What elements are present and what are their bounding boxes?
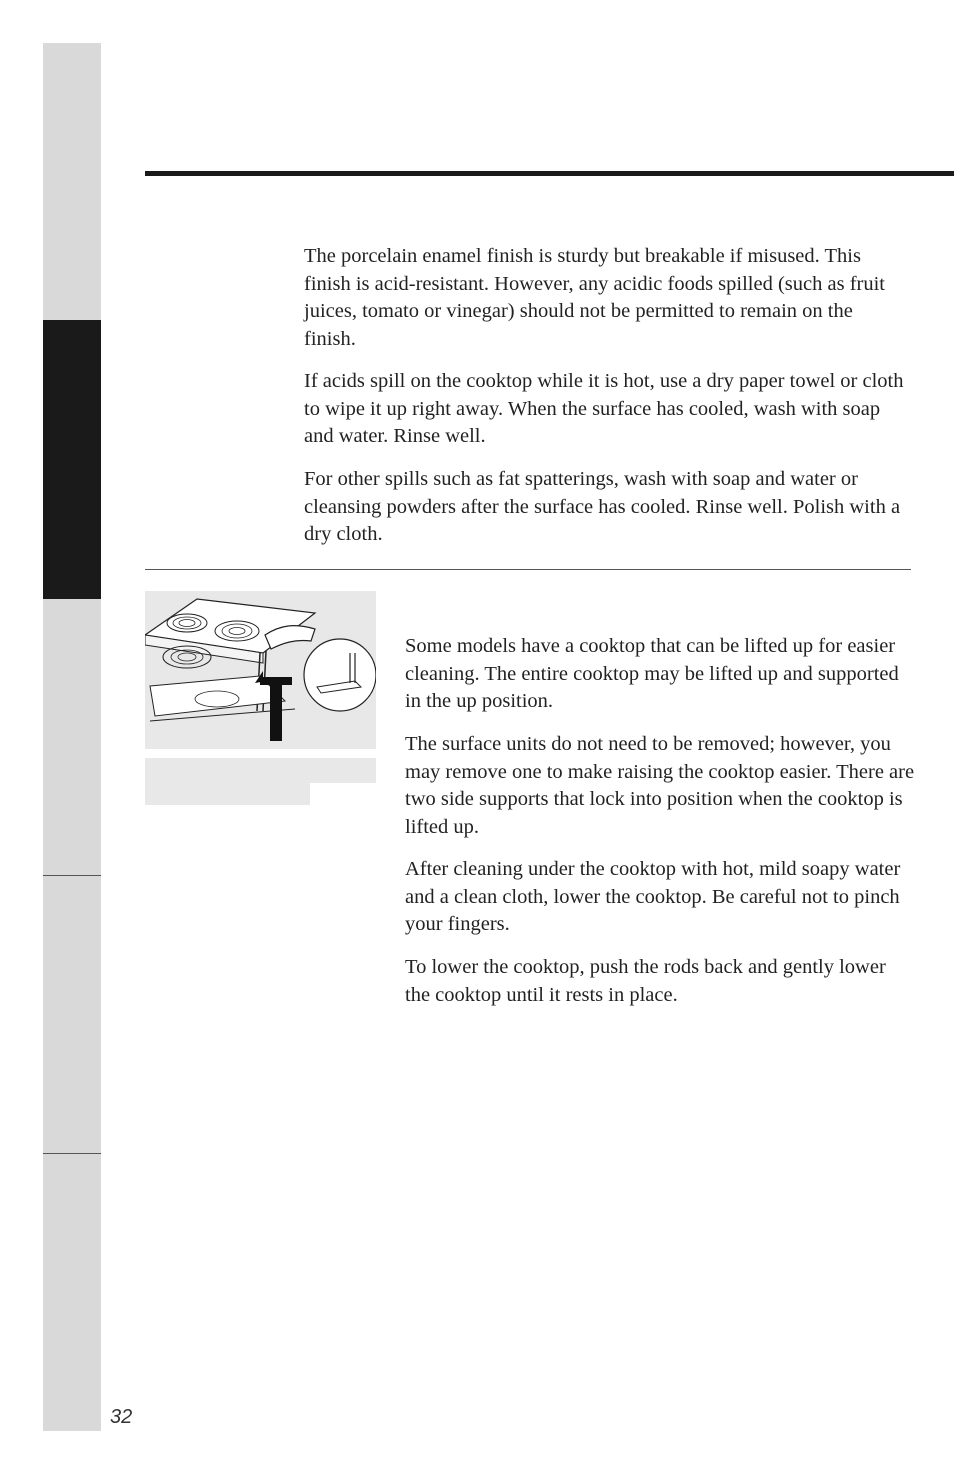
enamel-paragraph-3: For other spills such as fat spatterings, wash with soap and water or cleansing powders after the surface has cooled. Rinse well. Polish with a dry cloth.: [304, 468, 901, 546]
illustration-caption-bar: [145, 783, 310, 805]
page-number: 32: [110, 1406, 133, 1428]
lift-paragraph-1: Some models have a cooktop that can be lifted up for easier cleaning. The entire cooktop may be lifted up and supported in the up position.: [405, 635, 899, 713]
section-divider: [145, 569, 911, 570]
side-tab-divider: [43, 1153, 101, 1154]
side-tab-1: [43, 43, 101, 320]
enamel-paragraph-1: The porcelain enamel finish is sturdy but breakable if misused. This finish is acid-resistant. However, any acidic foods spilled (such as fruit juices, tomato or vinegar) should not be permitted to remain on the finish.: [304, 245, 885, 350]
cooktop-lift-illustration: [145, 591, 376, 749]
side-tab-active: [43, 320, 101, 599]
lift-paragraph-4: To lower the cooktop, push the rods back and gently lower the cooktop until it rests in place.: [405, 956, 886, 1006]
header-rule: [145, 171, 954, 176]
lift-paragraph-2: The surface units do not need to be removed; however, you may remove one to make raising the cooktop easier. There are two side supports that lock into position when the cooktop is lifted up.: [405, 733, 915, 838]
enamel-paragraph-2: If acids spill on the cooktop while it is hot, use a dry paper towel or cloth to wipe it up right away. When the surface has cooled, wash with soap and water. Rinse well.: [304, 370, 904, 448]
side-tab-divider: [43, 875, 101, 876]
cooktop-lift-drawing: [145, 591, 376, 749]
illustration-caption-bar: [145, 758, 376, 783]
lift-paragraph-3: After cleaning under the cooktop with hot, mild soapy water and a clean cloth, lower the cooktop. Be careful not to pinch your fingers.: [405, 858, 901, 936]
side-tab-lower: [43, 599, 101, 1431]
